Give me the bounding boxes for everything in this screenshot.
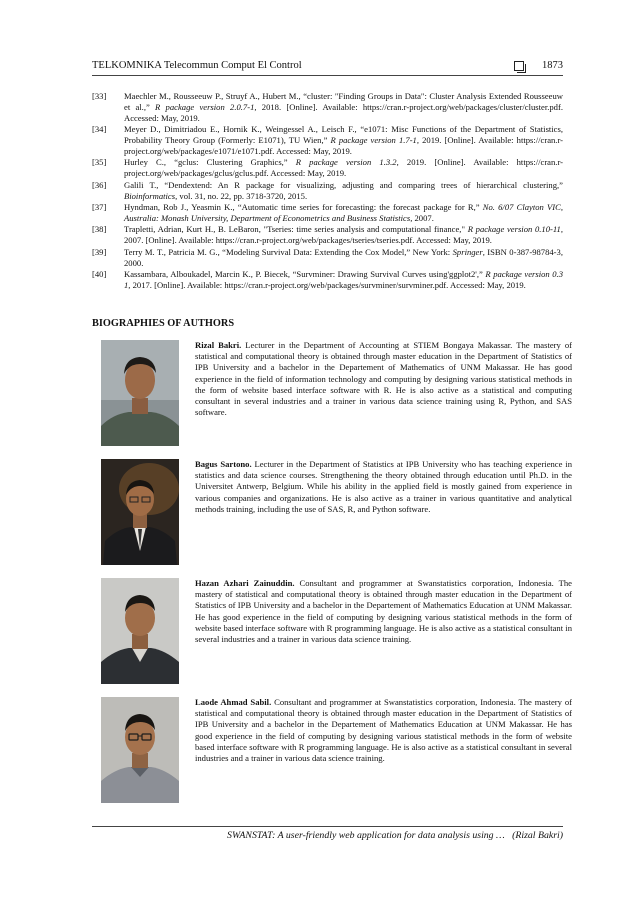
author-bio-3 (101, 578, 573, 686)
author-photo-4 (101, 697, 179, 803)
bio-text: Rizal Bakri. Lecturer in the Department of Accounting at STIEM Bongaya Makassar. The mastery of statistical and computational theory is obtained through master education in the Department of Statistics of IPB University and a bachelor in the Departement of Mathematics of UNM Makassar. He has good experience in the field of information technology and computing by designing various statistical methods in the form of website based interface software with R. He is also active as a statistical and computing consultant in several industries and a trainer in various data science training using R, Python, and SAS software. (195, 340, 572, 418)
reference-number: [40] (92, 269, 107, 279)
author-photo-1 (101, 340, 179, 446)
bio-text: Laode Ahmad Sabil. Consultant and programmer at Swanstatistics corporation, Indonesia. The mastery of statistical and computational theory is obtained through master education in the Department of Statistics of IPB University and a bachelor in the Departement of Mathematics Education at UNM Makassar. He has good experience in the field of computing by designing various statistical methods in the form of website based interface software with R programming language. He is also active as a statistical consultant in several industries and a trainer in various data science training. (195, 697, 572, 764)
reference-item: [37] Hyndman, Rob J., Yeasmin K., “Automatic time series for forecasting: the forecast package for R,” No. 6/07 Clayton VIC, Australia: Monash University, Department of Econometrics and Business Statistics, 2007. (92, 202, 563, 223)
author-bio-4 (101, 697, 572, 805)
reference-number: [36] (92, 179, 107, 190)
reference-item: [40] Kassambara, Alboukadel, Marcin K., P. Biecek, “Survminer: Drawing Survival Curves using'ggplot2',” R package version 0.3 1, 2017. [Online]. Available: https://cran.r-project.org/web/packages/survminer/survminer.pdf. Accessed: May, 2019. (92, 269, 563, 290)
author-photo-2 (101, 459, 179, 565)
reference-number: [39] (92, 246, 107, 257)
journal-name: TELKOMNIKA Telecommun Comput El Control (92, 60, 302, 71)
reference-number: [35] (92, 157, 107, 168)
page-number: 1873 (542, 60, 563, 71)
reference-item: [33] Maechler M., Rousseeuw P., Struyf A., Hubert M., “cluster: "Finding Groups in Data": Cluster Analysis Extended Rousseeuw et al.,” R package version 2.0.7-1, 2018. [Online]. Available: https://cran.r-project.org/web/packages/cluster/cluster.pdf. Accessed: May, 2019. (92, 91, 563, 123)
bio-text: Bagus Sartono. Lecturer in the Department of Statistics at IPB University who has teaching experience in statistics and data science courses. Strengthening the theory obtained through education until Ph.D. in the Universitet Antwerp, Belgium. While his ability in the applied field is mostly gained from experience in various companies and organizations. He is also active as a trainer in various quantitative and analytical methods training, including the use of SAS, R, and Python software. (195, 459, 572, 514)
bio-text: Hazan Azhari Zainuddin. Consultant and programmer at Swanstatistics corporation, Indonesia. The mastery of statistical and computational theory is obtained through master education in the Department of Statistics of IPB University and a bachelor in the Departement of Mathematics Education at UNM Makassar. He has good experience in the field of computing by designing various statistical methods in the form of website based interface software with R programming language. He is also active as a statistical consultant in several industries and a trainer in various data science training. (195, 578, 573, 645)
reference-item: [34] Meyer D., Dimitriadou E., Hornik K., Weingessel A., Leisch F., “e1071: Misc Functions of the Department of Statistics, Probability Theory Group (Formerly: E1071), TU Wien,” R package version 1.7-1, 2019. [Online]. Available: https://cran.r-project.org/web/packages/e1071/e1071.pdf. Accessed: May, 2019. (92, 124, 564, 157)
author-photo-3 (101, 578, 179, 684)
reference-number: [34] (92, 124, 107, 135)
author-bio-2 (101, 459, 572, 567)
page-footer (92, 826, 563, 841)
reference-list (92, 91, 563, 291)
page-header (92, 59, 563, 76)
reference-item: [36] Galili T., “Dendextend: An R package for visualizing, adjusting and comparing trees of hierarchical clustering,” Bioinformatics, vol. 31, no. 22, pp. 3718-3720, 2015. (92, 179, 563, 201)
reference-item: [35] Hurley C., “gclus: Clustering Graphics,” R package version 1.3.2, 2019. [Online]. Available: https://cran.r-project.org/web/packages/gclus/gclus.pdf. Accessed: May, 2019. (92, 157, 563, 179)
page-box-icon (514, 61, 524, 71)
reference-item: [38] Trapletti, Adrian, Kurt H., B. LeBaron, "Tseries: time series analysis and computational finance," R package version 0.10-11, 2007. [Online]. Available: https://cran.r-project.org/web/packages/tseries/tseries.pdf. Accessed: May, 2019. (92, 224, 564, 246)
reference-number: [38] (92, 224, 107, 235)
section-title: BIOGRAPHIES OF AUTHORS (92, 318, 235, 329)
footer-authors: (Rizal Bakri) (512, 830, 563, 841)
reference-item: [39] Terry M. T., Patricia M. G., “Modeling Survival Data: Extending the Cox Model,” New York: Springer, ISBN 0-387-98784-3, 2000. (92, 246, 563, 268)
footer-title: SWANSTAT: A user-friendly web application for data analysis using … (227, 830, 505, 841)
reference-number: [33] (92, 91, 107, 101)
author-bio-1 (101, 340, 572, 448)
reference-number: [37] (92, 202, 107, 213)
